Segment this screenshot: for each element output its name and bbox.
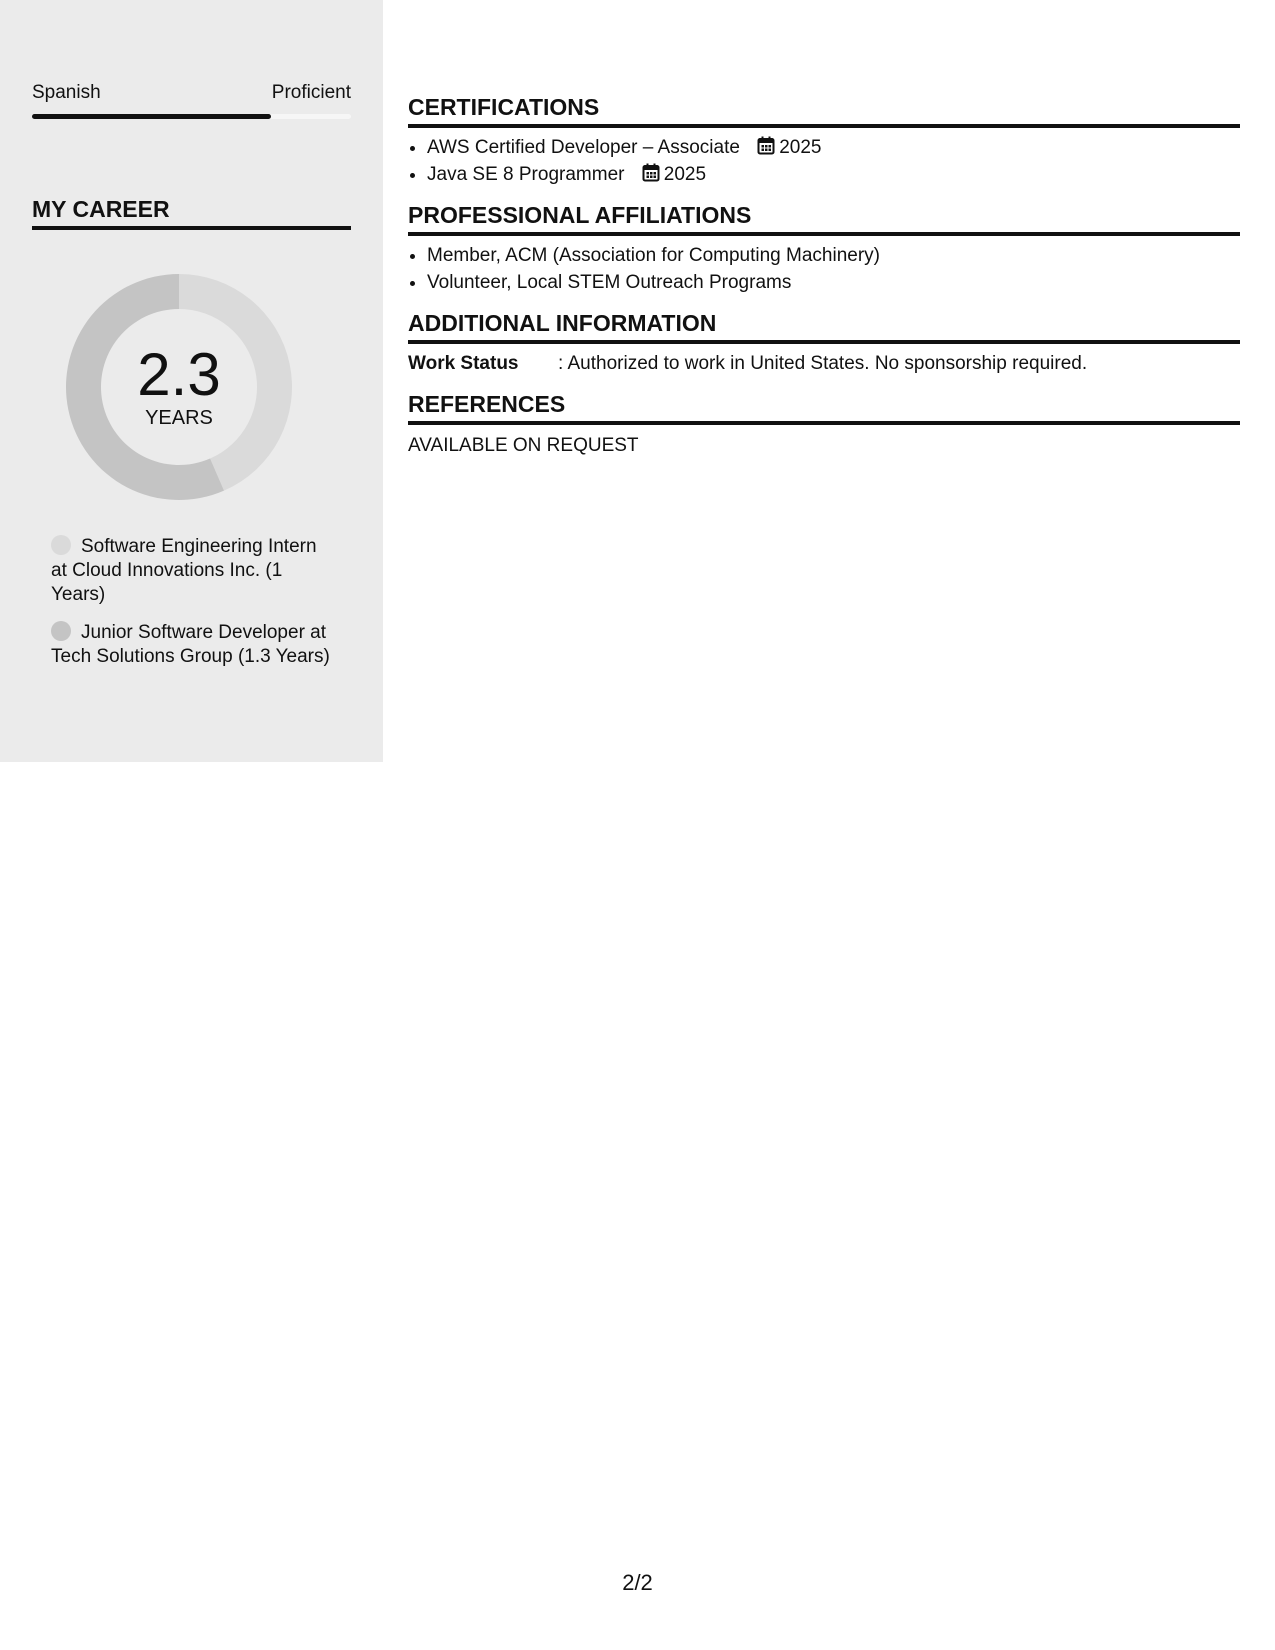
language-name: Spanish	[32, 82, 101, 103]
language-proficiency-bar	[32, 114, 351, 119]
certification-item	[427, 161, 1240, 188]
affiliations-section	[408, 202, 1240, 296]
certifications-heading: CERTIFICATIONS	[408, 94, 1240, 128]
certification-name: Java SE 8 Programmer	[427, 164, 625, 185]
language-proficiency-fill	[32, 114, 271, 119]
calendar-icon	[642, 163, 660, 182]
calendar-icon	[757, 136, 775, 155]
affiliation-item: • Volunteer, Local STEM Outreach Programs	[427, 269, 1240, 296]
certification-item	[427, 134, 1240, 161]
legend-dot-icon	[51, 621, 71, 641]
certification-name: AWS Certified Developer – Associate	[427, 137, 740, 158]
references-heading: REFERENCES	[408, 391, 1240, 425]
affiliations-list	[408, 242, 1240, 296]
page-number: 2/2	[622, 1570, 653, 1595]
career-donut-center	[66, 274, 292, 500]
career-item-text: Junior Software Developer at Tech Solutions Group (1.3 Years)	[51, 622, 330, 667]
career-item-text: Software Engineering Intern at Cloud Innovations Inc. (1 Years)	[51, 536, 317, 605]
affiliation-item: • Member, ACM (Association for Computing Machinery)	[427, 242, 1240, 269]
additional-info-section	[408, 310, 1240, 377]
main-content	[408, 94, 1240, 457]
career-legend-item	[51, 535, 336, 607]
career-legend	[51, 535, 336, 683]
career-total-value: 2.3	[137, 340, 221, 408]
work-status-label: Work Status	[408, 353, 519, 374]
career-heading: MY CAREER	[32, 196, 351, 230]
legend-dot-icon	[51, 535, 71, 555]
additional-info-heading: ADDITIONAL INFORMATION	[408, 310, 1240, 344]
career-donut-chart	[66, 274, 292, 500]
certification-year: 2025	[779, 137, 822, 158]
sidebar	[0, 0, 383, 762]
certifications-section	[408, 94, 1240, 188]
affiliations-heading: PROFESSIONAL AFFILIATIONS	[408, 202, 1240, 236]
work-status-row	[408, 350, 1240, 377]
references-text: AVAILABLE ON REQUEST	[408, 435, 639, 456]
career-total-unit: YEARS	[145, 406, 213, 429]
certification-year: 2025	[663, 164, 707, 185]
language-level: Proficient	[271, 82, 351, 103]
work-status-value: : Authorized to work in United States. No sponsorship required.	[558, 353, 1088, 374]
certifications-list	[408, 134, 1240, 188]
language-row	[32, 82, 351, 104]
references-section	[408, 391, 1240, 457]
career-legend-item	[51, 621, 336, 669]
